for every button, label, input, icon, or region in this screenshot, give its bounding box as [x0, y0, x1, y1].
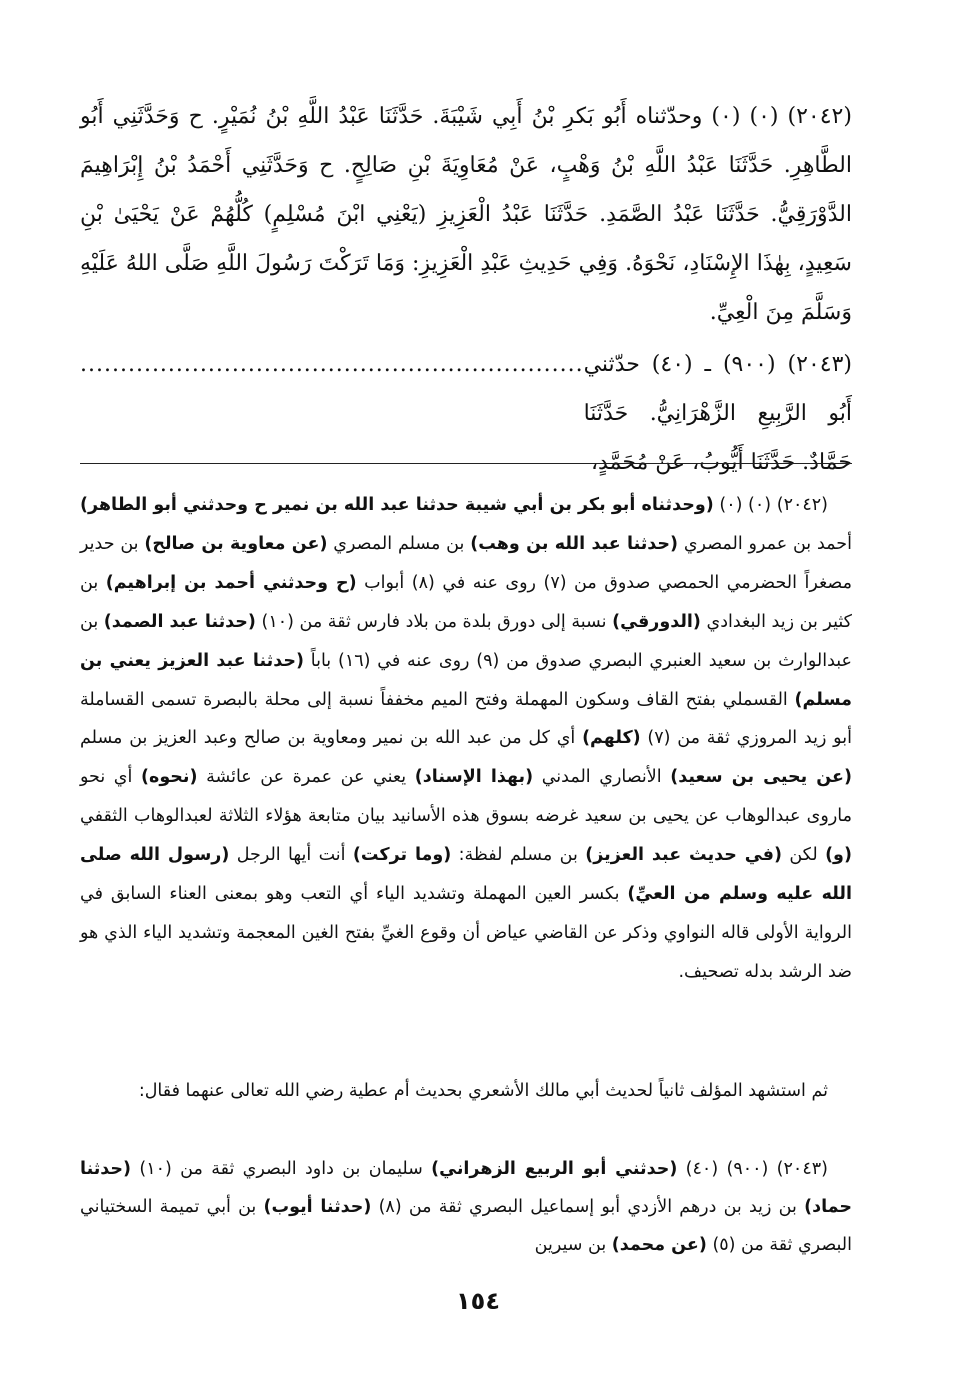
commentary-transition [80, 1072, 852, 1110]
commentary-quote: (عن معاوية بن صالح) [144, 533, 328, 554]
continuation-dots: ............................................................... [80, 352, 584, 377]
commentary-text: بكسر العين المهملة وتشديد الياء أي التعب وهو بمعنى العناء السابق في الرواية الأولى قاله النواوي وذكر عن القاضي عياض أن وقوع الغيِّ بفتح الغين المعجمة وتشديد الياء الذي هو ضد الرشد بدله تصحيف. [80, 884, 852, 982]
commentary-text: نسبة إلى دورق بلدة من بلاد فارس ثقة من (١٠) [261, 611, 607, 632]
commentary-text: بن مسلم المصري [333, 533, 465, 554]
page-number: ١٥٤ [456, 1287, 500, 1315]
commentary-quote: (كلهم) [582, 728, 641, 749]
commentary-quote: (حدثنا أيوب) [263, 1197, 372, 1217]
commentary-text: أحمد بن عمرو المصري [683, 533, 852, 554]
commentary-quote: (وما تركت) [352, 845, 452, 866]
commentary-text: بن مسلم لفظة: [458, 845, 578, 866]
commentary-text: أي نحو ماروى عبدالوهاب عن يحيى بن سعيد غرضه بسوق هذه الأسانيد بيان متابعة هؤلاء الثلاثة لعبدالوهاب الثقفي [80, 767, 852, 827]
commentary-2042 [80, 486, 852, 992]
commentary-quote: (حدثنا عبد العزيز يعني بن مسلم) [80, 650, 852, 710]
commentary-quote: (رسول الله صلى الله عليه وسلم من العيِّ) [80, 845, 852, 905]
commentary-quote: (بهذا الإسناد) [414, 767, 534, 788]
commentary-quote: (وحدثناه أبو بكر بن أبي شيبة حدثنا عبد الله بن نمير ح وحدثني أبو الطاهر) [80, 495, 714, 515]
commentary-text: يعني عن عمرة عن عائشة [206, 767, 407, 788]
commentary-text: بن عبدالوارث بن سعيد العنبري البصري صدوق من (٩) روى عنه في (١٦) باباً [80, 611, 852, 671]
commentary-quote: (عن يحيى بن سعيد) [670, 767, 852, 788]
commentary-text: بن كثير بن زيد البغدادي [80, 572, 852, 632]
hadith-text-2043 [80, 340, 852, 487]
commentary-quote: (نحوه) [140, 767, 198, 788]
commentary-text: القسملي بفتح القاف وسكون المهملة وفتح الميم مخففاً نسبة إلى محلة بالبصرة تسمى القساملة أبو زيد المروزي ثقة من (٧) [80, 689, 852, 749]
commentary-quote: (و) [825, 845, 852, 866]
commentary-quote: (ح وحدثني أحمد بن إبراهيم) [105, 572, 357, 593]
commentary-text: الأنصاري المدني [541, 767, 662, 788]
commentary-2043 [80, 1150, 852, 1264]
commentary-text: (٢٠٤٢) (٠) (٠) [719, 495, 828, 515]
hadith-text-2042: (٢٠٤٢) (٠) (٠) وحدّثناه أَبُو بَكرِ بْنُ أَبِي شَيْبَةَ. حَدَّثَنَا عَبْدُ اللَّهِ بْنُ نُمَيْرٍ. ح وَحَدَّثَنِي أَبُو الطَّاهِرِ. حَدَّثَنَا عَبْدُ اللَّهِ بْنُ وَهْبٍ، عَنْ مُعَاوِيَةَ بْنِ صَالِحٍ. ح وَحَدَّثَنِي أَحْمَدُ بْنُ إِبْرَاهِيمَ الدَّوْرَقِيُّ. حَدَّثَنَا عَبْدُ الصَّمَدِ. حَدَّثَنَا عَبْدُ الْعَزِيزِ (يَعْنِي ابْنَ مُسْلِمٍ) كُلُّهُمْ عَنْ يَحْيَىٰ بْنِ سَعِيدٍ، بِهٰذَا الإِسْنَادِ، نَحْوَهُ. وَفِي حَدِيثِ عَبْدِ الْعَزِيزِ: وَمَا تَرَكْتَ رَسُولَ اللَّهِ صَلَّى اللهُ عَلَيْهِ وَسَلَّمَ مِنَ الْعِيِّ. [80, 104, 852, 325]
hadith-text-2043-body: (٢٠٤٣) (٩٠٠) ـ (٤٠) حدّثني أَبُو الرَّبِيعِ الزَّهْرَانِيُّ. حَدَّثَنَا حَمَّادٌ. حَدَّثَنَا أَيُّوبُ، عَنْ مُحَمَّدٍ، [583, 352, 852, 475]
commentary-text: أنت أيها الرجل [236, 845, 346, 866]
commentary-quote: (في حديث عبد العزيز) [585, 845, 782, 866]
commentary-text: أي كل من عبد الله بن نمير ومعاوية بن صالح وعبد العزيز بن مسلم [80, 728, 576, 749]
commentary-text: (٢٠٤٣) (٩٠٠) (٤٠) [685, 1159, 828, 1179]
commentary-quote: (عن محمد) [611, 1235, 707, 1255]
commentary-text: بن زيد بن درهم الأزدي أبو إسماعيل البصري ثقة من (٨) [378, 1197, 797, 1217]
commentary-quote: (حدثنا حماد) [80, 1159, 852, 1217]
commentary-quote: (حدثني أبو الربيع الزهراني) [431, 1159, 678, 1179]
commentary-text: بن حدير مصغراً الحضرمي الحمصي صدوق من (٧) روى عنه في (٨) أبواب [80, 533, 852, 593]
commentary-quote: (حدثنا عبد الله بن وهب) [470, 533, 679, 554]
commentary-text: لكن [789, 845, 818, 866]
commentary-quote: (الدورقي) [612, 611, 701, 632]
commentary-quote: (حدثنا عبد الصمد) [103, 611, 256, 632]
commentary-text: بن سيرين [534, 1235, 607, 1255]
footnote-divider [80, 463, 852, 464]
commentary-text: بن أبي تميمة السختياني البصري ثقة من (٥) [80, 1197, 852, 1255]
commentary-text: سليمان بن داود البصري ثقة من (١٠) [139, 1159, 423, 1179]
commentary-text: ثم استشهد المؤلف ثانياً لحديث أبي مالك الأشعري بحديث أم عطية رضي الله تعالى عنهما فقال: [138, 1081, 828, 1101]
